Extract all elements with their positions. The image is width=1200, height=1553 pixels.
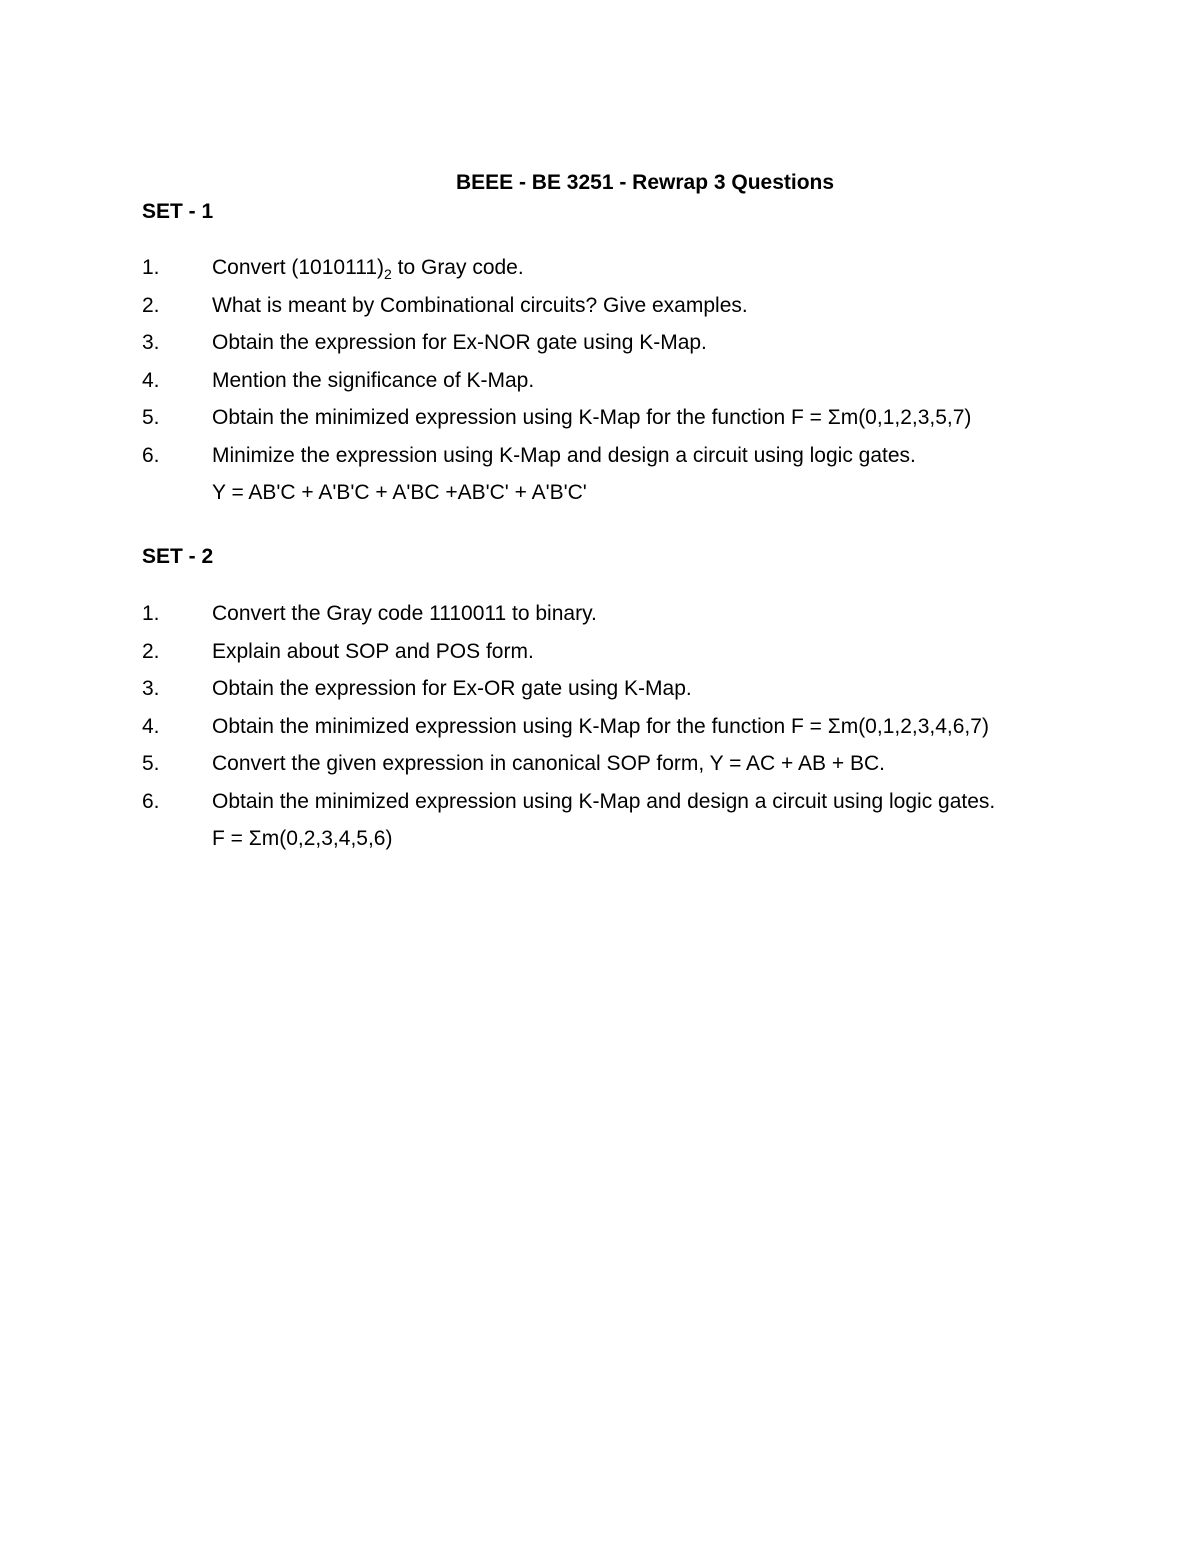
document-title: BEEE - BE 3251 - Rewrap 3 Questions: [455, 171, 835, 194]
base-subscript: 2: [384, 266, 392, 282]
question-item: [142, 676, 1102, 714]
question-number: 4.: [142, 714, 160, 738]
question-text: Convert the given expression in canonical SOP form, Y = AC + AB + BC.: [212, 752, 885, 775]
question-item: [142, 443, 1102, 518]
question-text-after: to Gray code.: [391, 256, 524, 279]
question-item: [142, 405, 1102, 443]
set-1-heading: SET - 1: [142, 200, 214, 223]
question-number: 3.: [142, 677, 160, 700]
question-text: Mention the significance of K-Map.: [212, 368, 535, 392]
question-item: [142, 293, 1102, 331]
question-text: Obtain the expression for Ex-OR gate using K-Map.: [212, 677, 692, 700]
question-item: [142, 601, 1102, 639]
question-text: [212, 255, 524, 281]
question-number: 1.: [142, 602, 160, 625]
question-item: [142, 255, 1102, 293]
question-text: Explain about SOP and POS form.: [212, 639, 534, 663]
question-item: [142, 714, 1102, 752]
question-number: 5.: [142, 406, 160, 429]
question-item: [142, 789, 1102, 864]
set-2-heading: SET - 2: [142, 545, 214, 568]
question-text: Minimize the expression using K-Map and design a circuit using logic gates.: [212, 443, 916, 467]
question-item: [142, 751, 1102, 789]
question-number: 5.: [142, 752, 160, 775]
question-expression: Y = AB'C + A'B'C + A'BC +AB'C' + A'B'C': [212, 480, 587, 504]
question-text: What is meant by Combinational circuits? Give examples.: [212, 293, 748, 317]
question-item: [142, 330, 1102, 368]
question-number: 1.: [142, 256, 160, 279]
question-text: Obtain the minimized expression using K-Map and design a circuit using logic gates.: [212, 789, 996, 813]
question-text: Convert the Gray code 1110011 to binary.: [212, 602, 597, 625]
question-number: 6.: [142, 789, 160, 813]
question-text: Obtain the expression for Ex-NOR gate using K-Map.: [212, 331, 707, 354]
question-item: [142, 639, 1102, 677]
question-text: Obtain the minimized expression using K-Map for the function F = Σm(0,1,2,3,4,6,7): [212, 714, 989, 738]
question-number: 2.: [142, 293, 160, 317]
question-number: 3.: [142, 331, 160, 354]
question-text: Obtain the minimized expression using K-Map for the function F = Σm(0,1,2,3,5,7): [212, 406, 972, 429]
question-item: [142, 368, 1102, 406]
set-2-question-list: [142, 601, 1102, 864]
question-expression: F = Σm(0,2,3,4,5,6): [212, 826, 393, 850]
question-number: 4.: [142, 368, 160, 392]
question-text-before: Convert (1010111): [212, 256, 384, 279]
set-1-question-list: [142, 255, 1102, 518]
question-number: 6.: [142, 443, 160, 467]
question-number: 2.: [142, 639, 160, 663]
